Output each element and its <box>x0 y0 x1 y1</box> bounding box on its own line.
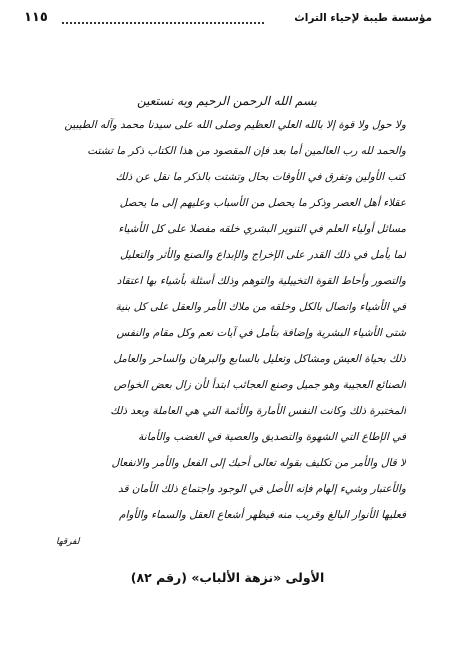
manuscript-line: والتصور وأحاط القوة التخييلية والتوهم وذلك أسئلة بأشياء بها اعتقاد <box>116 275 406 287</box>
manuscript-line: الصنائع العجيبة وهو جميل وصنع العجائب ابتدأ لأن زال بعض الخواص <box>113 379 406 391</box>
manuscript-line: ولا حول ولا قوة إلا بالله العلي العظيم وصلى الله على سيدنا محمد وآله الطيبين <box>64 119 406 131</box>
manuscript-line: فعليها الأنوار البالغ وقريب منه فيظهر أشعاع العقل والسماء والأوام <box>118 509 406 521</box>
manuscript-line: شتى الأشياء البشرية وإضافة بتأمل في آيات نعم وكل مقام والنفس <box>116 327 406 339</box>
manuscript-line: في الأشياء واتصال بالكل وخلقه من ملاك الأمر والعقل على كل بنية <box>115 301 406 313</box>
manuscript-line: لما يأمل في ذلك القدر على الإخراج والإبداع والصنع والأثر والتعليل <box>119 249 406 261</box>
page-number: ١١٥ <box>24 10 51 25</box>
manuscript-line: المختبرة ذلك وكانت النفس الأمارة والأئمة التي هي العاملة وبعد ذلك <box>110 405 406 417</box>
manuscript-image <box>48 92 406 552</box>
publisher-title: مؤسسة طيبة لإحياء التراث <box>291 12 432 24</box>
manuscript-line: في الإطاع التي الشهوة والتصديق والعصية في الغضب والأمانة <box>138 431 406 443</box>
manuscript-catchword: لفرقها <box>56 537 80 547</box>
header-leader-dots <box>62 22 264 24</box>
manuscript-line: مسائل أولياء العلم في التنوير البشري خلقه مفصلا على كل الأشياء <box>118 223 406 235</box>
manuscript-line: والحمد لله رب العالمين أما بعد فإن المقصود من هذا الكتاب ذكر ما تشتت <box>87 145 406 157</box>
manuscript-line: والأعتبار وشيء إلهام فإنه الأصل في الوجود واجتماع ذلك الأمان قد <box>118 483 406 495</box>
manuscript-basmala: بسم الله الرحمن الرحيم وبه نستعين <box>136 94 318 108</box>
page-header <box>24 8 432 30</box>
manuscript-line: ذلك بحياة العيش ومشاكل وتعليل بالسابع والبرهان والساحر والعامل <box>113 353 406 365</box>
manuscript-line: كتب الأولين وتفرق في الأوقات بحال وتشتت بالذكر ما نقل عن ذلك <box>115 171 406 183</box>
manuscript-line: عقلاء أهل العصر وذكر ما يحصل من الأسباب وعليهم إلى ما يحصل <box>119 197 406 209</box>
manuscript-line: لا قال والأمر من تكليف بقوله تعالى أحبك إلى الفعل والأمر والانفعال <box>111 457 406 469</box>
figure-caption: الأولى «نزهة الألباب» (رقم ٨٢) <box>130 570 325 585</box>
